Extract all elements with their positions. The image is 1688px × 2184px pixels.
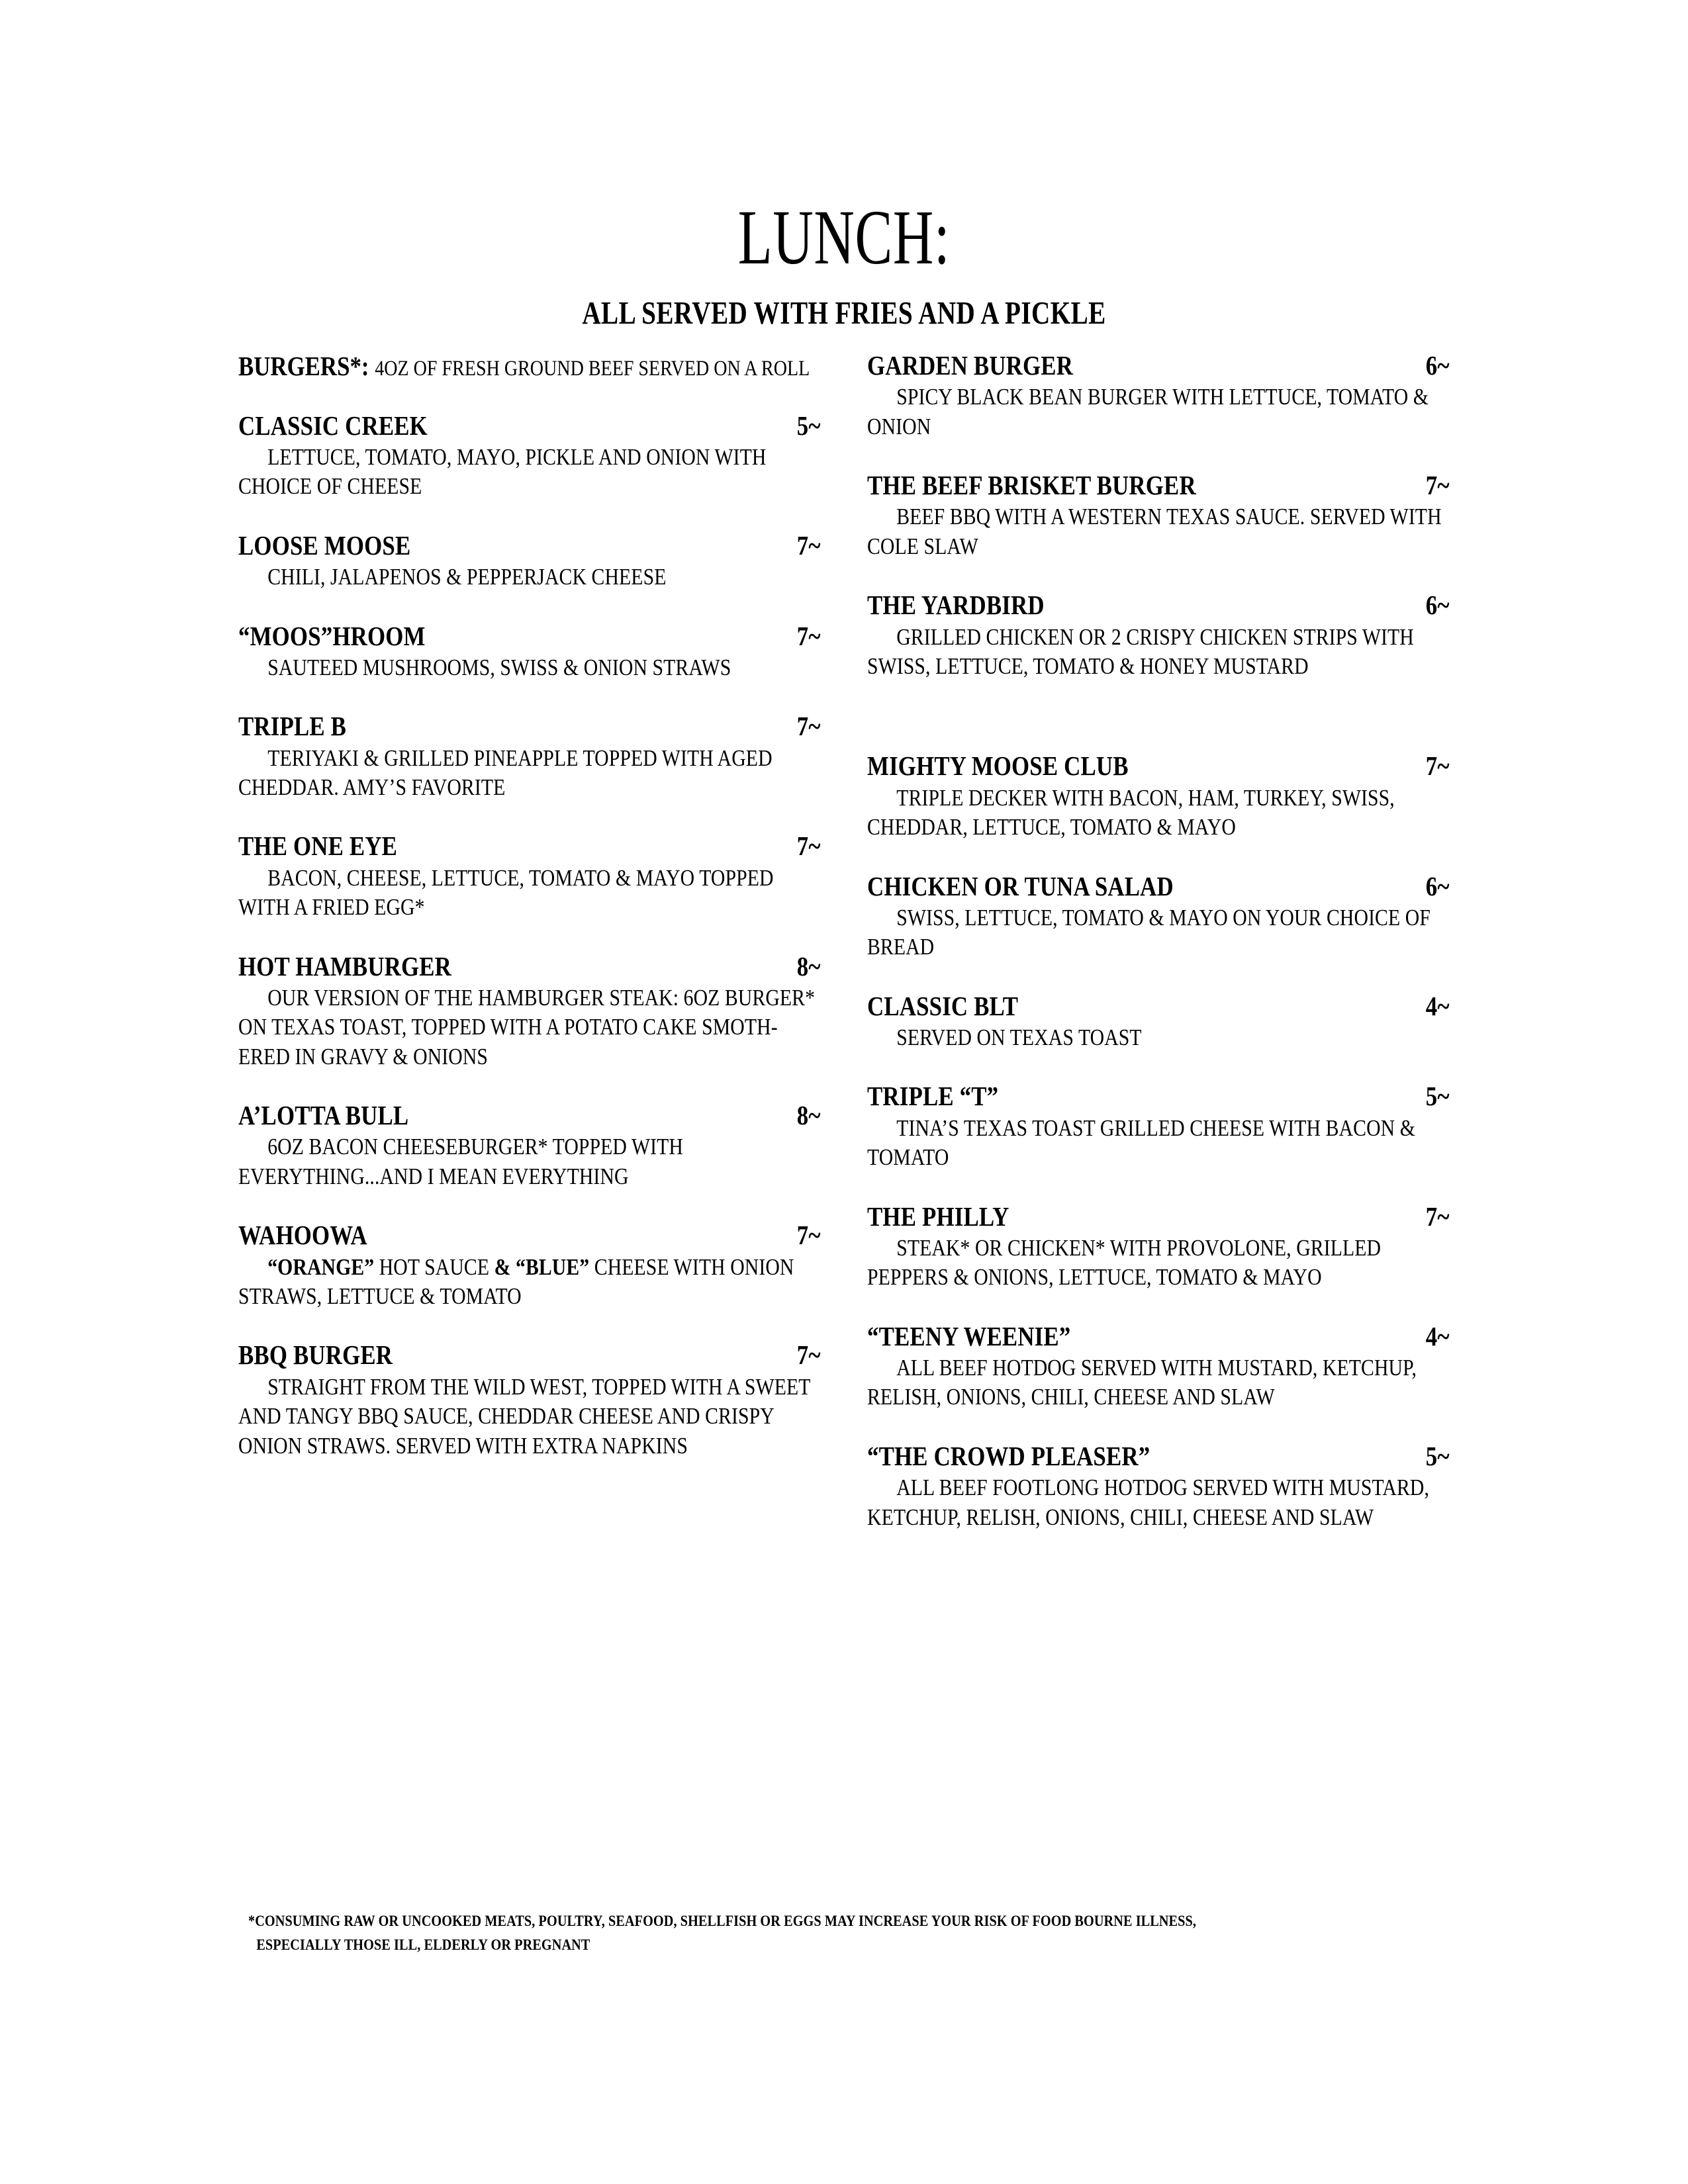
menu-item-description: BACON, CHEESE, LETTUCE, TOMATO & MAYO TOPPED WITH A FRIED EGG* xyxy=(238,864,774,921)
menu-item-price: 8~ xyxy=(796,950,821,981)
menu-item-name: BBQ BURGER xyxy=(238,1340,393,1371)
disclaimer-line-2: ESPECIALLY THOSE ILL, ELDERLY OR PREGNANT xyxy=(256,1936,590,1953)
menu-item-description: TINA’S TEXAS TOAST GRILLED CHEESE WITH BACON & TOMATO xyxy=(867,1115,1415,1171)
menu-item-header xyxy=(867,751,1450,780)
menu-item xyxy=(238,952,821,1072)
menu-item xyxy=(867,471,1450,561)
menu-item-price: 7~ xyxy=(1425,1201,1450,1232)
menu-item-description: OUR VERSION OF THE HAMBURGER STEAK: 6OZ BURGER* ON TEXAS TOAST, TOPPED WITH A POTATO CAKE SMOTH-ERED IN GRAVY & ONIONS xyxy=(238,984,816,1069)
menu-item-header xyxy=(238,952,821,981)
menu-item-price: 5~ xyxy=(1425,1081,1450,1112)
menu-item-description: SAUTEED MUSHROOMS, SWISS & ONION STRAWS xyxy=(267,654,731,680)
menu-item-name: “TEENY WEENIE” xyxy=(867,1320,1071,1351)
menu-item-price: 7~ xyxy=(1425,751,1450,782)
menu-item-description: STEAK* OR CHICKEN* WITH PROVOLONE, GRILLED PEPPERS & ONIONS, LETTUCE, TOMATO & MAYO xyxy=(867,1234,1382,1291)
burgers-intro-head xyxy=(238,351,821,382)
menu-item xyxy=(867,1202,1450,1293)
menu-item-description: SPICY BLACK BEAN BURGER WITH LETTUCE, TOMATO & ONION xyxy=(867,384,1429,439)
menu-item-name: CLASSIC CREEK xyxy=(238,410,428,441)
menu-item-name: GARDEN BURGER xyxy=(867,350,1074,381)
menu-item xyxy=(867,351,1450,441)
menu-item-header xyxy=(867,991,1450,1021)
page-title: LUNCH: xyxy=(737,194,951,281)
menu-item-name: HOT HAMBURGER xyxy=(238,950,452,981)
menu-item xyxy=(867,872,1450,962)
menu-item-header xyxy=(867,1081,1450,1111)
menu-item-price: 7~ xyxy=(796,831,821,862)
menu-item-header xyxy=(238,1101,821,1130)
menu-item xyxy=(238,1220,821,1311)
menu-item xyxy=(867,1081,1450,1172)
menu-item xyxy=(238,1340,821,1461)
menu-item-description: SWISS, LETTUCE, TOMATO & MAYO ON YOUR CHOICE OF BREAD xyxy=(867,904,1430,960)
menu-item-description: ALL BEEF HOTDOG SERVED WITH MUSTARD, KETCHUP, RELISH, ONIONS, CHILI, CHEESE AND SLAW xyxy=(867,1354,1417,1410)
burgers-intro-rest: 4OZ OF FRESH GROUND BEEF SERVED ON A ROLL xyxy=(375,357,810,381)
menu-item-price: 4~ xyxy=(1425,1320,1450,1351)
menu-item-name: MIGHTY MOOSE CLUB xyxy=(867,751,1129,782)
menu-columns xyxy=(238,351,1450,1561)
menu-item-name: LOOSE MOOSE xyxy=(238,529,411,561)
menu-item-description: 6OZ BACON CHEESEBURGER* TOPPED WITH EVERYTHING...AND I MEAN EVERYTHING xyxy=(238,1134,683,1189)
menu-item xyxy=(238,621,821,683)
menu-item-price: 7~ xyxy=(796,1220,821,1251)
menu-item-name: THE ONE EYE xyxy=(238,831,398,862)
menu-column-right xyxy=(867,351,1450,1561)
menu-item-header xyxy=(238,831,821,860)
menu-item-description: TERIYAKI & GRILLED PINEAPPLE TOPPED WITH AGED CHEDDAR. AMY’S FAVORITE xyxy=(238,745,773,800)
menu-item-name: A’LOTTA BULL xyxy=(238,1100,409,1131)
menu-item xyxy=(238,1101,821,1191)
burgers-intro xyxy=(238,351,821,382)
menu-item-header xyxy=(867,1202,1450,1231)
menu-item-header xyxy=(867,872,1450,901)
menu-item-price: 5~ xyxy=(796,410,821,441)
menu-item-name: THE BEEF BRISKET BURGER xyxy=(867,470,1196,501)
menu-item-name: THE PHILLY xyxy=(867,1201,1009,1232)
menu-item-price: 6~ xyxy=(1425,870,1450,901)
description-segment: HOT SAUCE xyxy=(379,1253,494,1280)
menu-item-price: 6~ xyxy=(1425,590,1450,621)
description-segment: “ORANGE” xyxy=(267,1253,379,1280)
menu-item-name: TRIPLE B xyxy=(238,711,347,742)
menu-item-price: 7~ xyxy=(1425,470,1450,501)
burgers-intro-lead: BURGERS*: xyxy=(238,351,369,381)
menu-item-header xyxy=(867,471,1450,500)
menu-item xyxy=(867,1441,1450,1532)
menu-item-header xyxy=(867,351,1450,380)
menu-item xyxy=(867,991,1450,1053)
menu-item xyxy=(867,590,1450,681)
menu-item-name: TRIPLE “T” xyxy=(867,1081,999,1112)
menu-item-price: 6~ xyxy=(1425,350,1450,381)
menu-item xyxy=(867,751,1450,842)
description-segment: & “BLUE” xyxy=(494,1253,594,1280)
column-spacer xyxy=(867,710,1450,751)
menu-item-header xyxy=(238,411,821,440)
menu-column-left xyxy=(238,351,821,1490)
disclaimer xyxy=(248,1909,1297,1956)
menu-item-description: BEEF BBQ WITH A WESTERN TEXAS SAUCE. SERVED WITH COLE SLAW xyxy=(867,504,1442,559)
menu-item-description: ALL BEEF FOOTLONG HOTDOG SERVED WITH MUSTARD, KETCHUP, RELISH, ONIONS, CHILI, CHEESE AND SLAW xyxy=(867,1475,1429,1530)
disclaimer-line-1: *CONSUMING RAW OR UNCOOKED MEATS, POULTRY, SEAFOOD, SHELLFISH OR EGGS MAY INCREASE YOUR RISK OF FOOD BOURNE ILLNESS, xyxy=(248,1913,1196,1929)
menu-item-name: “THE CROWD PLEASER” xyxy=(867,1440,1150,1471)
description-segment: CHEESE WITH ONION STRAWS, LETTUCE & TOMATO xyxy=(238,1253,794,1309)
menu-item-description: TRIPLE DECKER WITH BACON, HAM, TURKEY, SWISS, CHEDDAR, LETTUCE, TOMATO & MAYO xyxy=(867,784,1395,841)
menu-item-header xyxy=(867,1322,1450,1351)
menu-item-description: GRILLED CHICKEN OR 2 CRISPY CHICKEN STRIPS WITH SWISS, LETTUCE, TOMATO & HONEY MUSTARD xyxy=(867,623,1414,679)
menu-item-price: 7~ xyxy=(796,1340,821,1371)
menu-item-header xyxy=(238,1340,821,1369)
menu-item xyxy=(238,411,821,502)
right-items-container xyxy=(867,351,1450,1532)
menu-item-name: WAHOOWA xyxy=(238,1220,367,1251)
left-items-container xyxy=(238,411,821,1461)
menu-item xyxy=(238,711,821,802)
menu-item-price: 7~ xyxy=(796,711,821,742)
menu-item xyxy=(867,1322,1450,1412)
menu-item-name: CHICKEN OR TUNA SALAD xyxy=(867,870,1174,901)
menu-item xyxy=(238,531,821,592)
menu-item-header xyxy=(867,590,1450,619)
menu-item-description xyxy=(238,1253,821,1312)
menu-item-header xyxy=(238,1220,821,1250)
page-subtitle: ALL SERVED WITH FRIES AND A PICKLE xyxy=(582,295,1106,331)
menu-item-price: 4~ xyxy=(1425,990,1450,1021)
menu-item-price: 7~ xyxy=(796,620,821,651)
menu-item-header xyxy=(238,531,821,560)
menu-item-header xyxy=(238,711,821,741)
menu-item-description: STRAIGHT FROM THE WILD WEST, TOPPED WITH A SWEET AND TANGY BBQ SAUCE, CHEDDAR CHEESE AND CRISPY ONION STRAWS. SERVED WITH EXTRA NAPKINS xyxy=(238,1373,810,1459)
menu-item-price: 8~ xyxy=(796,1100,821,1131)
menu-item-header xyxy=(238,621,821,651)
menu-item-name: “MOOS”HROOM xyxy=(238,620,426,651)
menu-item-description: LETTUCE, TOMATO, MAYO, PICKLE AND ONION WITH CHOICE OF CHEESE xyxy=(238,444,767,500)
menu-item-header xyxy=(867,1441,1450,1471)
menu-item-name: THE YARDBIRD xyxy=(867,590,1045,621)
menu-item xyxy=(238,831,821,922)
menu-item-name: CLASSIC BLT xyxy=(867,990,1019,1021)
menu-item-description: CHILI, JALAPENOS & PEPPERJACK CHEESE xyxy=(267,564,667,590)
menu-item-price: 5~ xyxy=(1425,1440,1450,1471)
menu-item-price: 7~ xyxy=(796,529,821,561)
menu-item-description: SERVED ON TEXAS TOAST xyxy=(896,1024,1142,1050)
